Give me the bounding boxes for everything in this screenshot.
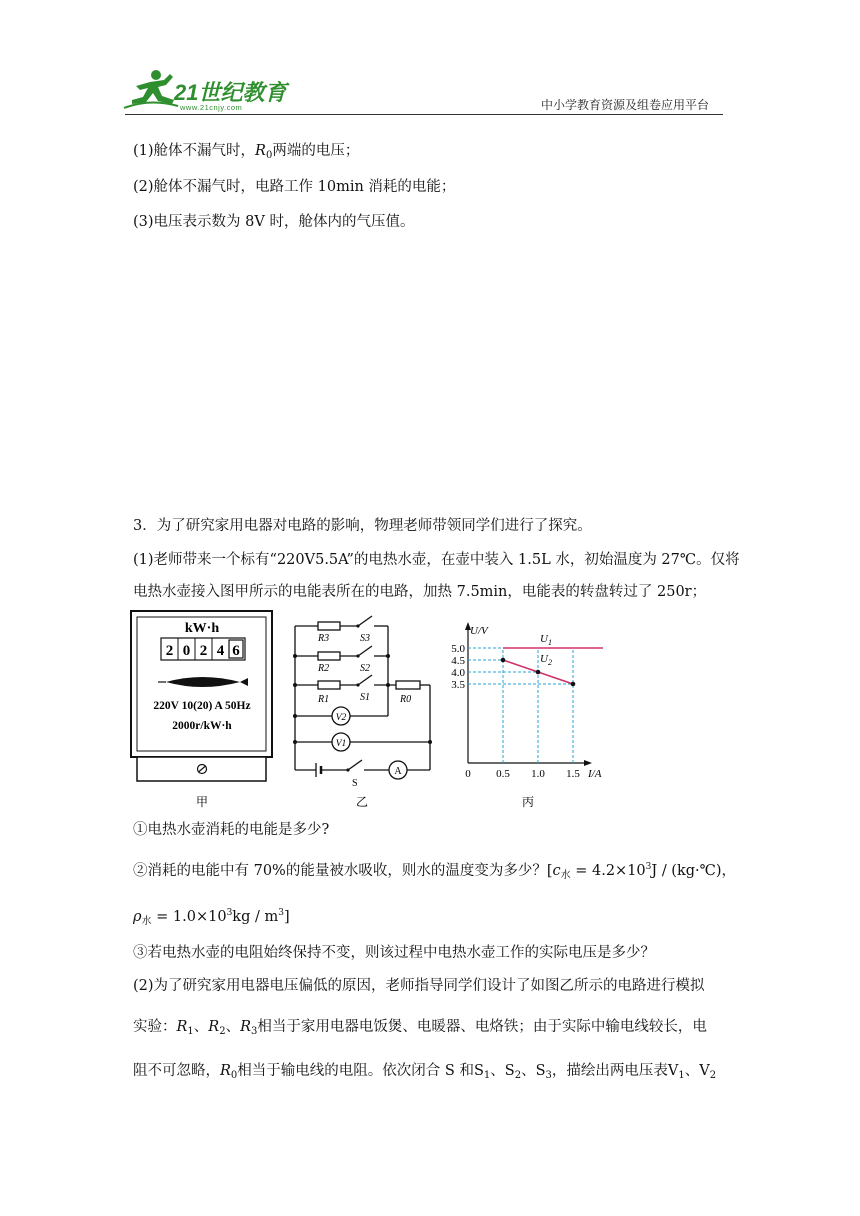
x-tick-label: 0 — [465, 768, 471, 780]
x-tick-label: 1.0 — [531, 768, 545, 780]
meter-digit: 0 — [182, 643, 191, 659]
meter-digit: 2 — [199, 643, 208, 659]
y-axis-label: U/V — [470, 625, 488, 637]
figure-meter — [128, 608, 278, 818]
q3-sub1: ①电热水壶消耗的电能是多少? — [133, 822, 330, 838]
meter-digit: 6 — [232, 643, 240, 659]
x-tick-label: 1.5 — [566, 768, 580, 780]
y-tick-label: 5.0 — [451, 643, 465, 655]
voltmeter-v2-icon — [332, 707, 350, 725]
logo-url: www.21cnjy.com — [180, 103, 243, 112]
q3-part2-line2: 实验：$R_1$、$R_2$、$R_3$相当于家用电器电饭煲、电暖器、电烙铁；由于实际中输电线较长，电 — [133, 1019, 707, 1037]
logo — [120, 68, 290, 114]
label-s: S — [352, 778, 358, 789]
label-r2: R2 — [318, 663, 330, 674]
label-v2: V2 — [335, 713, 347, 723]
ammeter-icon — [389, 761, 407, 779]
meter-caption: 甲 — [195, 795, 209, 809]
q2-part3: (3)电压表示数为 8V 时，舱体内的气压值。 — [133, 214, 415, 230]
series-u2-point — [571, 682, 576, 687]
y-tick-label: 4.0 — [451, 667, 465, 679]
label-s2: S2 — [360, 663, 370, 674]
q3-part2-line3: 阻不可忽略，$R_0$相当于输电线的电阻。依次闭合 S 和$S_1$、$S_2$、$S_3$，描绘出两电压表$V_1$、$V_2$ — [133, 1063, 717, 1081]
label-r3: R3 — [318, 633, 330, 644]
figure-graph — [438, 616, 613, 818]
graph-caption: 丙 — [521, 795, 535, 809]
meter-spec: 220V 10(20) A 50Hz — [153, 700, 251, 712]
meter-digit: 4 — [216, 643, 225, 659]
label-v1: V1 — [335, 739, 347, 749]
q3-sub2-rho: $\rho_水 = 1.0\times 10^3kg / m^3$] — [133, 908, 290, 927]
q3-sub3: ③若电热水壶的电阻始终保持不变，则该过程中电热水壶工作的实际电压是多少？ — [133, 945, 655, 961]
series-u2-label: $U_2$ — [540, 653, 552, 667]
q3-part1-line2: 电热水壶接入图甲所示的电能表所在的电路，加热 7.5min，电能表的转盘转过了 250r； — [133, 584, 707, 600]
label-r0: R0 — [400, 694, 412, 705]
runner-logo-icon — [120, 68, 180, 112]
q2-part1: (1)舱体不漏气时，$R_0$两端的电压； — [133, 143, 360, 161]
series-u2-point — [536, 670, 541, 675]
logo-text: 21世纪教育 — [174, 80, 287, 105]
q3-part2-line1: (2)为了研究家用电器电压偏低的原因，老师指导同学们设计了如图乙所示的电路进行模拟 — [133, 978, 705, 994]
voltmeter-v1-icon — [332, 733, 350, 751]
x-tick-label: 0.5 — [496, 768, 510, 780]
y-tick-label: 3.5 — [451, 679, 465, 691]
label-r1: R1 — [318, 694, 330, 705]
platform-name: 中小学教育资源及组卷应用平台 — [541, 98, 710, 112]
meter-rate: 2000r/kW·h — [172, 720, 232, 732]
figure-circuit — [288, 608, 440, 818]
q3-intro: 3．为了研究家用电器对电路的影响，物理老师带领同学们进行了探究。 — [133, 518, 592, 534]
label-a: A — [394, 766, 402, 777]
header-divider — [125, 114, 723, 115]
circuit-caption: 乙 — [355, 795, 369, 809]
series-u2-point — [501, 658, 506, 663]
x-axis-arrow-icon — [584, 760, 592, 766]
x-axis-label: I/A — [588, 768, 602, 780]
label-s1: S1 — [360, 692, 370, 703]
q2-part2: (2)舱体不漏气时，电路工作 10min 消耗的电能； — [133, 179, 456, 195]
meter-unit: kW·h — [184, 621, 220, 636]
meter-digit: 2 — [165, 643, 174, 659]
q3-part1-line1: (1)老师带来一个标有“220V5.5A”的电热水壶，在壶中装入 1.5L 水，初始温度为 27℃。仅将 — [133, 552, 740, 568]
series-u1-label: $U_1$ — [540, 633, 552, 647]
label-s3: S3 — [360, 633, 370, 644]
q3-sub2: ②消耗的电能中有 70%的能量被水吸收，则水的温度变为多少？[$c_水 = 4.2\times 10^3J$ / (kg·℃)， — [133, 862, 737, 881]
y-tick-label: 4.5 — [451, 655, 465, 667]
